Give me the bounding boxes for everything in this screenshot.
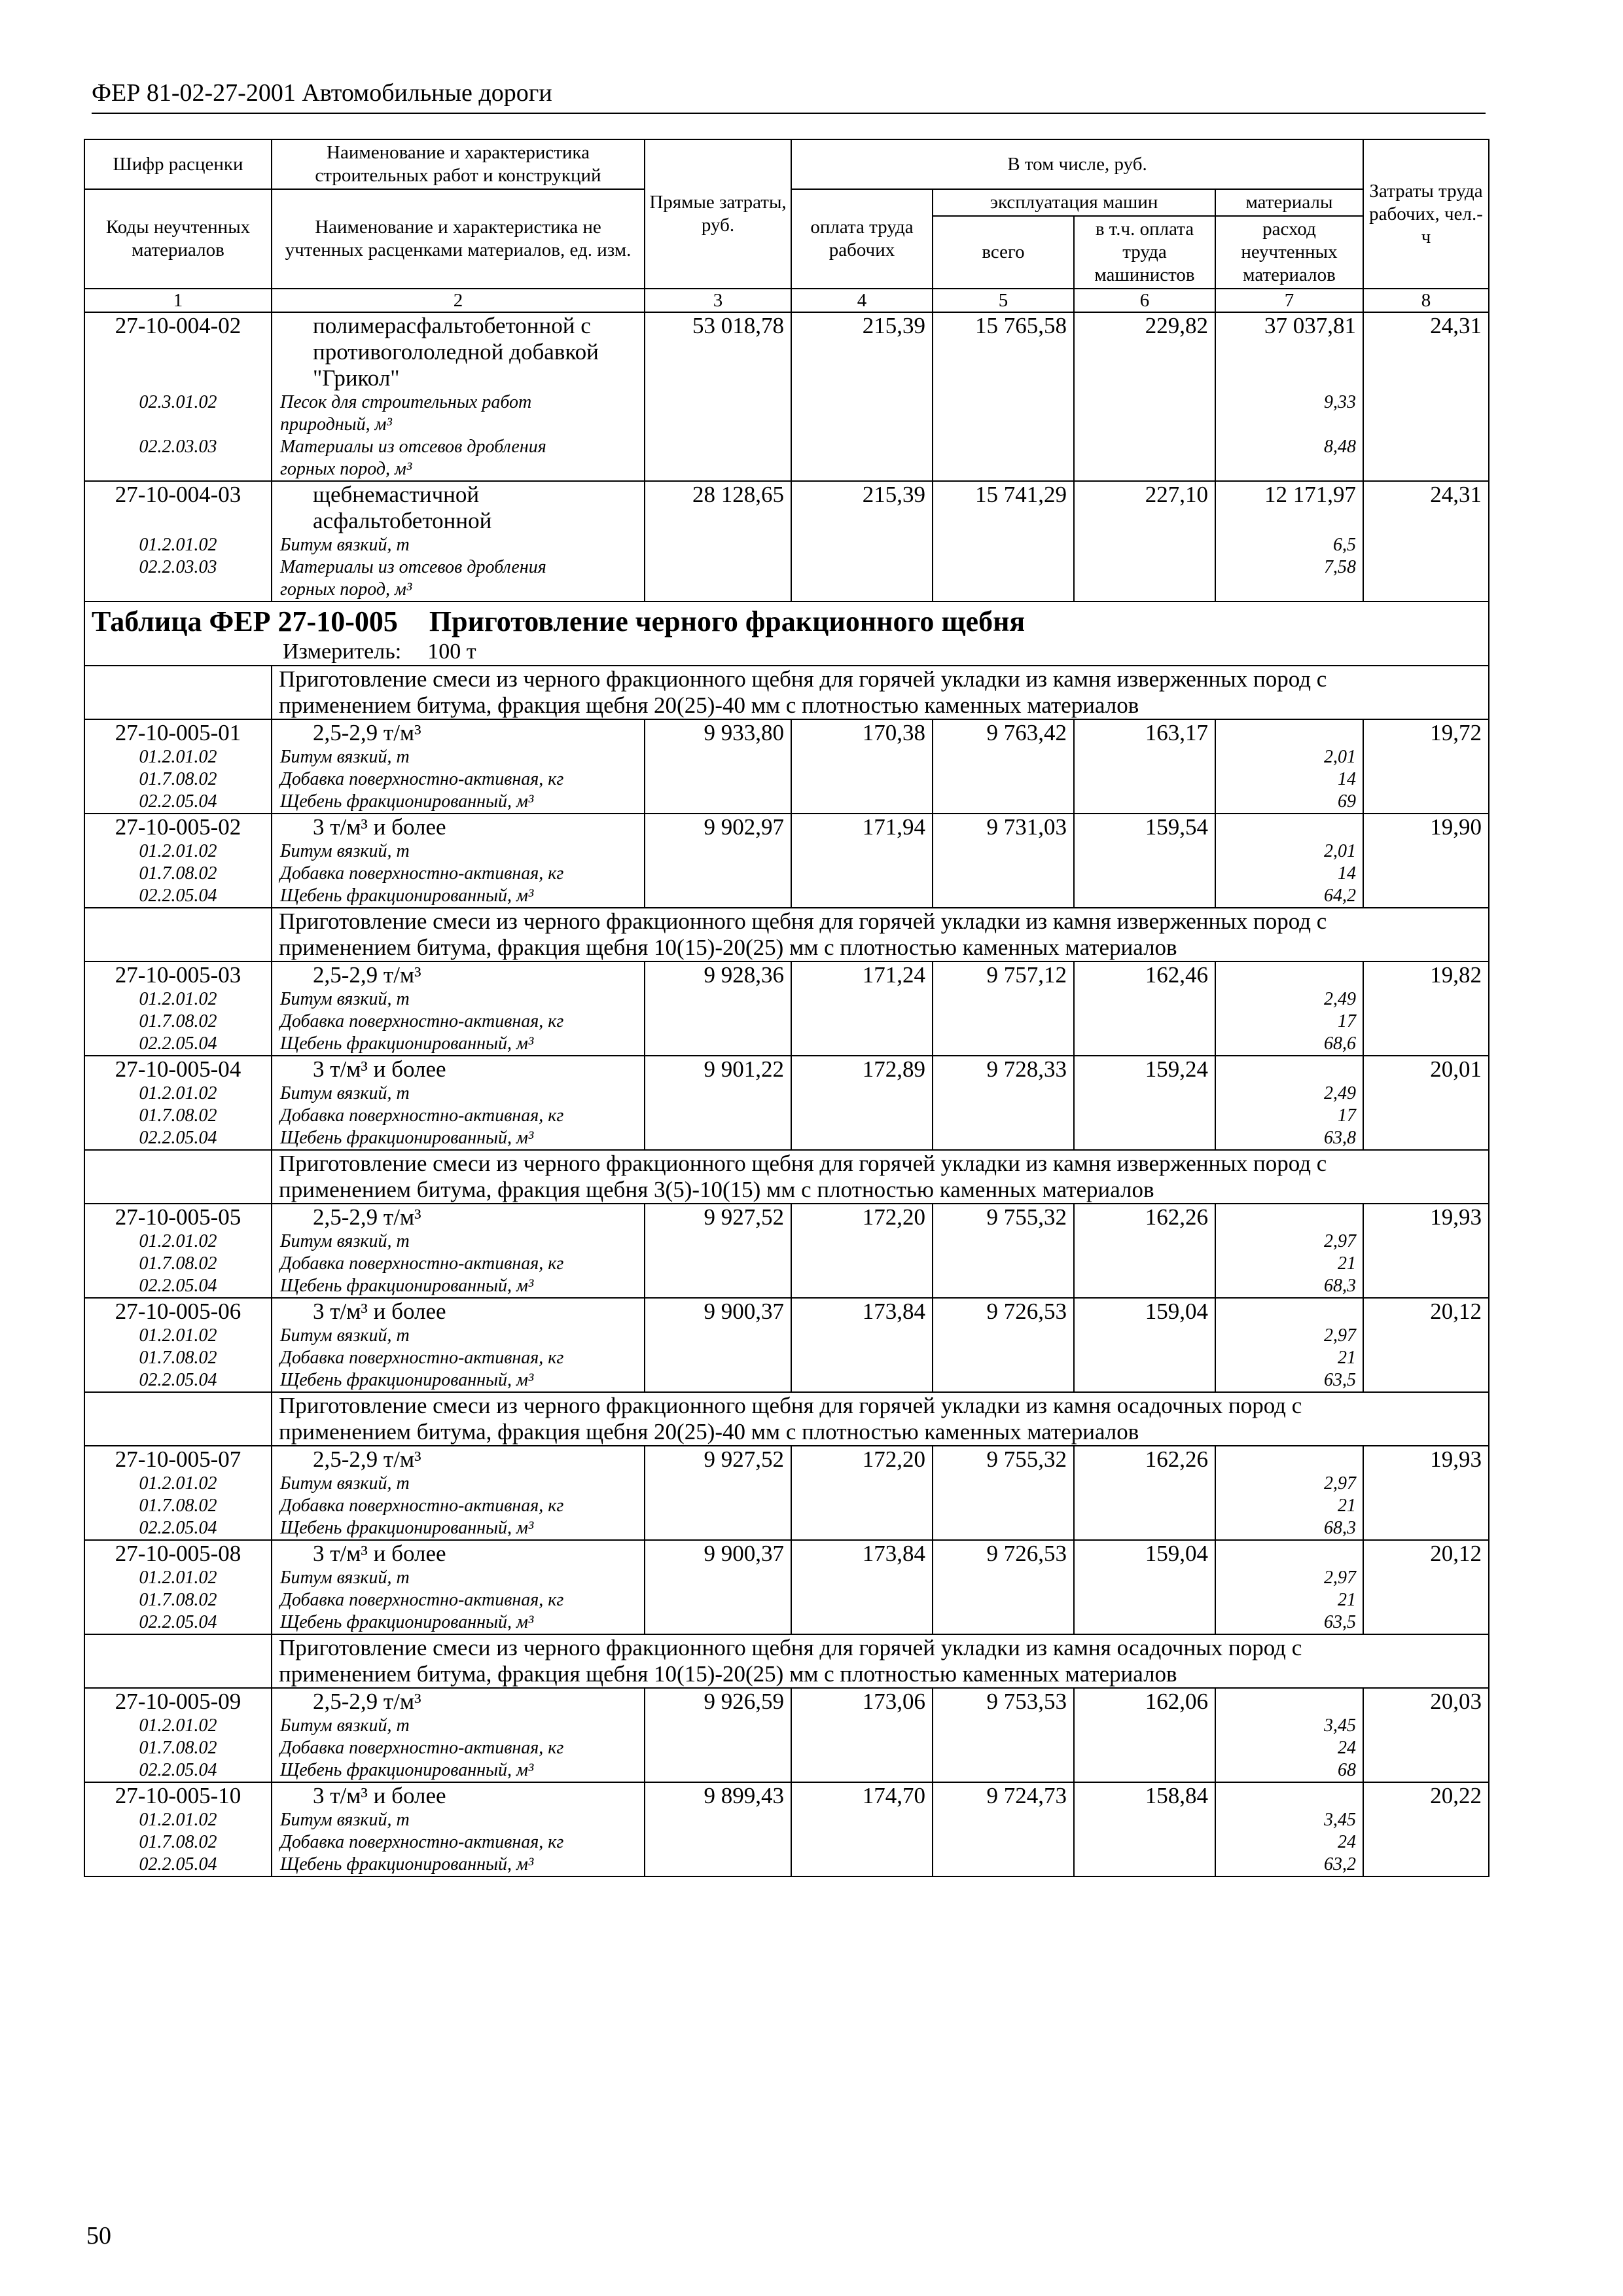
rate-code: 27-10-005-07 bbox=[84, 1446, 272, 1473]
material-row bbox=[84, 1230, 1489, 1253]
rate-name: 3 т/м³ и более bbox=[272, 1540, 645, 1567]
machines-total: 9 731,03 bbox=[933, 814, 1074, 840]
material-qty: 2,97 bbox=[1215, 1473, 1363, 1495]
material-qty: 9,33 bbox=[1215, 391, 1363, 436]
material-name: Битум вязкий, т bbox=[272, 746, 645, 768]
material-qty: 21 bbox=[1215, 1347, 1363, 1369]
material-qty: 68,3 bbox=[1215, 1517, 1363, 1540]
sections-body bbox=[84, 666, 1489, 1876]
machinist-pay: 162,26 bbox=[1074, 1204, 1215, 1230]
material-qty: 7,58 bbox=[1215, 556, 1363, 601]
section-text-line: Приготовление смеси из черного фракционного щебня для горячей укладки из камня осадочных пород с bbox=[279, 1635, 1302, 1660]
material-code: 02.2.05.04 bbox=[84, 1611, 272, 1634]
material-qty: 2,49 bbox=[1215, 1083, 1363, 1105]
page-header-title: ФЕР 81-02-27-2001 Автомобильные дороги bbox=[92, 79, 552, 107]
section-text bbox=[272, 1634, 1489, 1688]
section-text-line: Приготовление смеси из черного фракционного щебня для горячей укладки из камня изверженных пород с bbox=[279, 1151, 1327, 1176]
material-qty: 2,97 bbox=[1215, 1325, 1363, 1347]
page-header bbox=[92, 77, 1486, 114]
material-code: 01.2.01.02 bbox=[84, 534, 272, 556]
rate-name: 2,5-2,9 т/м³ bbox=[272, 1446, 645, 1473]
direct-costs: 9 900,37 bbox=[645, 1540, 791, 1567]
direct-costs: 9 928,36 bbox=[645, 961, 791, 988]
rate-row bbox=[84, 1204, 1489, 1230]
col-num-7: 7 bbox=[1215, 289, 1363, 312]
labor-pay: 170,38 bbox=[791, 719, 933, 746]
rate-code: 27-10-005-02 bbox=[84, 814, 272, 840]
rate-row bbox=[84, 719, 1489, 746]
machines-total: 9 728,33 bbox=[933, 1056, 1074, 1083]
machines-total: 9 753,53 bbox=[933, 1688, 1074, 1715]
rate-code: 27-10-005-10 bbox=[84, 1782, 272, 1809]
head-material-consumption: расход неучтенных материалов bbox=[1215, 216, 1363, 289]
material-name: Щебень фракционированный, м³ bbox=[272, 1033, 645, 1056]
section-header bbox=[84, 666, 1489, 719]
labor-hours: 20,01 bbox=[1363, 1056, 1489, 1083]
col-num-6: 6 bbox=[1074, 289, 1215, 312]
labor-pay: 171,94 bbox=[791, 814, 933, 840]
material-name: Добавка поверхностно-активная, кг bbox=[272, 1589, 645, 1611]
col-num-5: 5 bbox=[933, 289, 1074, 312]
machinist-pay: 162,26 bbox=[1074, 1446, 1215, 1473]
material-code: 02.2.05.04 bbox=[84, 1854, 272, 1876]
labor-hours: 20,03 bbox=[1363, 1688, 1489, 1715]
col-num-8: 8 bbox=[1363, 289, 1489, 312]
material-row bbox=[84, 1517, 1489, 1540]
labor-pay: 172,20 bbox=[791, 1446, 933, 1473]
material-qty: 69 bbox=[1215, 791, 1363, 814]
rate-name: 2,5-2,9 т/м³ bbox=[272, 961, 645, 988]
section-text bbox=[272, 1392, 1489, 1446]
rate-code: 27-10-005-04 bbox=[84, 1056, 272, 1083]
section-header bbox=[84, 1392, 1489, 1446]
machines-total: 9 755,32 bbox=[933, 1446, 1074, 1473]
material-row bbox=[84, 1854, 1489, 1876]
material-code: 01.2.01.02 bbox=[84, 988, 272, 1011]
rate-code: 27-10-004-03 bbox=[84, 481, 272, 534]
material-code: 01.2.01.02 bbox=[84, 1567, 272, 1589]
head-labor-pay: оплата труда рабочих bbox=[791, 189, 933, 289]
material-qty: 2,49 bbox=[1215, 988, 1363, 1011]
material-code: 02.3.01.02 bbox=[84, 391, 272, 436]
material-row bbox=[84, 1737, 1489, 1759]
labor-pay: 172,89 bbox=[791, 1056, 933, 1083]
material-row bbox=[84, 1589, 1489, 1611]
material-row bbox=[84, 988, 1489, 1011]
machines-total: 9 757,12 bbox=[933, 961, 1074, 988]
material-qty: 2,97 bbox=[1215, 1230, 1363, 1253]
material-name: Битум вязкий, т bbox=[272, 534, 645, 556]
material-code: 01.2.01.02 bbox=[84, 1715, 272, 1737]
material-name: Щебень фракционированный, м³ bbox=[272, 1759, 645, 1782]
material-name: Добавка поверхностно-активная, кг bbox=[272, 1831, 645, 1854]
material-code: 01.7.08.02 bbox=[84, 1737, 272, 1759]
material-qty: 21 bbox=[1215, 1495, 1363, 1517]
material-code: 01.7.08.02 bbox=[84, 1347, 272, 1369]
head-material-codes: Коды неучтенных материалов bbox=[84, 189, 272, 289]
machinist-pay: 159,24 bbox=[1074, 1056, 1215, 1083]
material-row bbox=[84, 1275, 1489, 1298]
material-qty: 63,8 bbox=[1215, 1127, 1363, 1150]
labor-pay: 173,84 bbox=[791, 1540, 933, 1567]
material-row bbox=[84, 1369, 1489, 1392]
material-name: Щебень фракционированный, м³ bbox=[272, 791, 645, 814]
rate-name: 2,5-2,9 т/м³ bbox=[272, 719, 645, 746]
material-code: 01.7.08.02 bbox=[84, 1105, 272, 1127]
machines-total: 9 726,53 bbox=[933, 1298, 1074, 1325]
head-rate-code: Шифр расценки bbox=[84, 139, 272, 189]
material-row bbox=[84, 768, 1489, 791]
material-qty: 3,45 bbox=[1215, 1715, 1363, 1737]
material-row bbox=[84, 1325, 1489, 1347]
material-name: Битум вязкий, т bbox=[272, 1809, 645, 1831]
rate-code: 27-10-005-06 bbox=[84, 1298, 272, 1325]
material-row bbox=[84, 1473, 1489, 1495]
material-row bbox=[84, 1567, 1489, 1589]
material-name: Добавка поверхностно-активная, кг bbox=[272, 863, 645, 885]
direct-costs: 9 926,59 bbox=[645, 1688, 791, 1715]
material-code: 02.2.05.04 bbox=[84, 1517, 272, 1540]
labor-hours: 24,31 bbox=[1363, 481, 1489, 534]
rate-group bbox=[84, 481, 1489, 601]
machinist-pay: 158,84 bbox=[1074, 1782, 1215, 1809]
materials-cost: 37 037,81 bbox=[1215, 312, 1363, 391]
material-row bbox=[84, 791, 1489, 814]
labor-hours: 19,93 bbox=[1363, 1204, 1489, 1230]
material-qty: 24 bbox=[1215, 1737, 1363, 1759]
measure-unit-label: Измеритель: bbox=[283, 639, 402, 664]
col-num-3: 3 bbox=[645, 289, 791, 312]
material-row bbox=[84, 1011, 1489, 1033]
labor-hours: 19,72 bbox=[1363, 719, 1489, 746]
rate-row bbox=[84, 1056, 1489, 1083]
material-name: Щебень фракционированный, м³ bbox=[272, 1369, 645, 1392]
material-row bbox=[84, 1105, 1489, 1127]
material-code: 01.7.08.02 bbox=[84, 1011, 272, 1033]
material-qty: 17 bbox=[1215, 1011, 1363, 1033]
material-code: 01.7.08.02 bbox=[84, 768, 272, 791]
measure-unit bbox=[92, 639, 1482, 665]
labor-hours: 20,12 bbox=[1363, 1298, 1489, 1325]
table-title bbox=[92, 605, 1482, 639]
section-text bbox=[272, 908, 1489, 961]
section-header bbox=[84, 1634, 1489, 1688]
machines-total: 9 755,32 bbox=[933, 1204, 1074, 1230]
labor-pay: 215,39 bbox=[791, 481, 933, 534]
material-row bbox=[84, 863, 1489, 885]
material-code: 01.2.01.02 bbox=[84, 1230, 272, 1253]
labor-hours: 19,82 bbox=[1363, 961, 1489, 988]
material-qty: 63,5 bbox=[1215, 1611, 1363, 1634]
machines-total: 9 724,73 bbox=[933, 1782, 1074, 1809]
measure-unit-value: 100 т bbox=[427, 639, 476, 664]
rate-row bbox=[84, 1446, 1489, 1473]
table-title-block bbox=[84, 601, 1489, 666]
material-code: 02.2.03.03 bbox=[84, 436, 272, 481]
rate-name: щебнемастичной асфальтобетонной bbox=[272, 481, 645, 534]
direct-costs: 9 900,37 bbox=[645, 1298, 791, 1325]
direct-costs: 9 901,22 bbox=[645, 1056, 791, 1083]
rates-table bbox=[84, 139, 1489, 1877]
material-code: 01.7.08.02 bbox=[84, 1589, 272, 1611]
material-qty: 17 bbox=[1215, 1105, 1363, 1127]
head-machines-total: всего bbox=[933, 216, 1074, 289]
rate-name: полимерасфальтобетонной с противогололедной добавкой "Грикол" bbox=[272, 312, 645, 391]
material-name: Битум вязкий, т bbox=[272, 1325, 645, 1347]
direct-costs: 9 933,80 bbox=[645, 719, 791, 746]
section-text-line: применением битума, фракция щебня 20(25)-40 мм с плотностью каменных материалов bbox=[279, 1419, 1139, 1444]
material-code: 01.7.08.02 bbox=[84, 1495, 272, 1517]
machinist-pay: 159,04 bbox=[1074, 1298, 1215, 1325]
section-text-line: Приготовление смеси из черного фракционного щебня для горячей укладки из камня изверженных пород с bbox=[279, 666, 1327, 692]
head-direct-costs: Прямые затраты, руб. bbox=[645, 139, 791, 289]
rate-name: 2,5-2,9 т/м³ bbox=[272, 1204, 645, 1230]
material-qty: 2,97 bbox=[1215, 1567, 1363, 1589]
material-qty: 14 bbox=[1215, 768, 1363, 791]
head-materials: материалы bbox=[1215, 189, 1363, 216]
rate-code: 27-10-004-02 bbox=[84, 312, 272, 391]
material-code: 02.2.05.04 bbox=[84, 1033, 272, 1056]
material-qty: 21 bbox=[1215, 1253, 1363, 1275]
material-row bbox=[84, 1831, 1489, 1854]
section-text-line: Приготовление смеси из черного фракционного щебня для горячей укладки из камня осадочных пород с bbox=[279, 1393, 1302, 1418]
labor-pay: 215,39 bbox=[791, 312, 933, 391]
head-work-name: Наименование и характеристика строительных работ и конструкций bbox=[272, 139, 645, 189]
machinist-pay: 159,54 bbox=[1074, 814, 1215, 840]
section-text-line: применением битума, фракция щебня 10(15)-20(25) мм с плотностью каменных материалов bbox=[279, 935, 1177, 960]
direct-costs: 9 927,52 bbox=[645, 1204, 791, 1230]
direct-costs: 9 902,97 bbox=[645, 814, 791, 840]
material-code: 01.2.01.02 bbox=[84, 1473, 272, 1495]
material-qty: 2,01 bbox=[1215, 840, 1363, 863]
material-name: Добавка поверхностно-активная, кг bbox=[272, 1347, 645, 1369]
rate-group bbox=[84, 312, 1489, 481]
rate-code: 27-10-005-08 bbox=[84, 1540, 272, 1567]
section-text-line: применением битума, фракция щебня 10(15)-20(25) мм с плотностью каменных материалов bbox=[279, 1661, 1177, 1687]
material-name: Битум вязкий, т bbox=[272, 840, 645, 863]
machines-total: 15 741,29 bbox=[933, 481, 1074, 534]
labor-hours: 20,22 bbox=[1363, 1782, 1489, 1809]
rate-name: 3 т/м³ и более bbox=[272, 1056, 645, 1083]
rate-row bbox=[84, 961, 1489, 988]
material-name: Песок для строительных работ природный, м³ bbox=[272, 391, 645, 436]
material-qty: 68 bbox=[1215, 1759, 1363, 1782]
material-name: Битум вязкий, т bbox=[272, 1715, 645, 1737]
labor-pay: 171,24 bbox=[791, 961, 933, 988]
material-name: Битум вязкий, т bbox=[272, 1567, 645, 1589]
material-qty: 6,5 bbox=[1215, 534, 1363, 556]
machines-total: 15 765,58 bbox=[933, 312, 1074, 391]
machinist-pay: 229,82 bbox=[1074, 312, 1215, 391]
head-including: В том числе, руб. bbox=[791, 139, 1363, 189]
labor-pay: 173,06 bbox=[791, 1688, 933, 1715]
material-name: Битум вязкий, т bbox=[272, 1083, 645, 1105]
rate-row bbox=[84, 1540, 1489, 1567]
head-machines: эксплуатация машин bbox=[933, 189, 1215, 216]
material-row bbox=[84, 885, 1489, 908]
material-name: Битум вязкий, т bbox=[272, 1473, 645, 1495]
labor-hours: 19,93 bbox=[1363, 1446, 1489, 1473]
material-qty: 21 bbox=[1215, 1589, 1363, 1611]
labor-pay: 174,70 bbox=[791, 1782, 933, 1809]
rate-name: 3 т/м³ и более bbox=[272, 814, 645, 840]
section-text-line: применением битума, фракция щебня 3(5)-10(15) мм с плотностью каменных материалов bbox=[279, 1177, 1154, 1202]
machinist-pay: 162,06 bbox=[1074, 1688, 1215, 1715]
direct-costs: 28 128,65 bbox=[645, 481, 791, 534]
material-qty: 24 bbox=[1215, 1831, 1363, 1854]
material-row bbox=[84, 840, 1489, 863]
direct-costs: 53 018,78 bbox=[645, 312, 791, 391]
material-name: Добавка поверхностно-активная, кг bbox=[272, 1011, 645, 1033]
labor-hours: 24,31 bbox=[1363, 312, 1489, 391]
rate-code: 27-10-005-05 bbox=[84, 1204, 272, 1230]
material-row bbox=[84, 1083, 1489, 1105]
labor-pay: 172,20 bbox=[791, 1204, 933, 1230]
material-row bbox=[84, 1809, 1489, 1831]
rate-row bbox=[84, 1298, 1489, 1325]
material-code: 01.7.08.02 bbox=[84, 1253, 272, 1275]
machinist-pay: 159,04 bbox=[1074, 1540, 1215, 1567]
machines-total: 9 763,42 bbox=[933, 719, 1074, 746]
material-name: Битум вязкий, т bbox=[272, 1230, 645, 1253]
material-qty: 63,2 bbox=[1215, 1854, 1363, 1876]
material-name: Битум вязкий, т bbox=[272, 988, 645, 1011]
material-qty: 68,3 bbox=[1215, 1275, 1363, 1298]
section-text-line: применением битума, фракция щебня 20(25)-40 мм с плотностью каменных материалов bbox=[279, 692, 1139, 718]
material-code: 01.2.01.02 bbox=[84, 1809, 272, 1831]
material-name: Материалы из отсевов дробления горных пород, м³ bbox=[272, 556, 645, 601]
material-row bbox=[84, 1715, 1489, 1737]
material-name: Материалы из отсевов дробления горных пород, м³ bbox=[272, 436, 645, 481]
col-num-1: 1 bbox=[84, 289, 272, 312]
material-row bbox=[84, 1611, 1489, 1634]
rate-row bbox=[84, 1782, 1489, 1809]
rate-code: 27-10-005-09 bbox=[84, 1688, 272, 1715]
rate-code: 27-10-005-01 bbox=[84, 719, 272, 746]
material-name: Добавка поверхностно-активная, кг bbox=[272, 1253, 645, 1275]
section-header bbox=[84, 908, 1489, 961]
section-text bbox=[272, 1150, 1489, 1204]
material-name: Добавка поверхностно-активная, кг bbox=[272, 1495, 645, 1517]
material-name: Добавка поверхностно-активная, кг bbox=[272, 1105, 645, 1127]
col-num-2: 2 bbox=[272, 289, 645, 312]
section-text bbox=[272, 666, 1489, 719]
labor-pay: 173,84 bbox=[791, 1298, 933, 1325]
material-qty: 2,01 bbox=[1215, 746, 1363, 768]
material-code: 01.2.01.02 bbox=[84, 1325, 272, 1347]
materials-cost: 12 171,97 bbox=[1215, 481, 1363, 534]
material-code: 02.2.05.04 bbox=[84, 791, 272, 814]
rate-row bbox=[84, 1688, 1489, 1715]
head-labor-hours: Затраты труда рабочих, чел.-ч bbox=[1363, 139, 1489, 289]
material-name: Добавка поверхностно-активная, кг bbox=[272, 1737, 645, 1759]
material-code: 02.2.05.04 bbox=[84, 1369, 272, 1392]
material-name: Щебень фракционированный, м³ bbox=[272, 1517, 645, 1540]
material-name: Щебень фракционированный, м³ bbox=[272, 885, 645, 908]
machinist-pay: 163,17 bbox=[1074, 719, 1215, 746]
material-code: 02.2.05.04 bbox=[84, 1759, 272, 1782]
material-code: 01.7.08.02 bbox=[84, 1831, 272, 1854]
material-code: 01.2.01.02 bbox=[84, 746, 272, 768]
material-code: 02.2.03.03 bbox=[84, 556, 272, 601]
labor-hours: 20,12 bbox=[1363, 1540, 1489, 1567]
machines-total: 9 726,53 bbox=[933, 1540, 1074, 1567]
material-qty: 8,48 bbox=[1215, 436, 1363, 481]
col-num-4: 4 bbox=[791, 289, 933, 312]
rate-name: 3 т/м³ и более bbox=[272, 1298, 645, 1325]
material-row bbox=[84, 1759, 1489, 1782]
material-row bbox=[84, 1033, 1489, 1056]
machinist-pay: 227,10 bbox=[1074, 481, 1215, 534]
page-number: 50 bbox=[86, 2222, 111, 2250]
material-name: Щебень фракционированный, м³ bbox=[272, 1275, 645, 1298]
material-row bbox=[84, 1347, 1489, 1369]
direct-costs: 9 899,43 bbox=[645, 1782, 791, 1809]
head-material-names: Наименование и характеристика не учтенных расценками материалов, ед. изм. bbox=[272, 189, 645, 289]
section-text-line: Приготовление смеси из черного фракционного щебня для горячей укладки из камня изверженных пород с bbox=[279, 908, 1327, 934]
table-title-label: Таблица ФЕР 27-10-005 bbox=[92, 605, 398, 637]
rate-name: 3 т/м³ и более bbox=[272, 1782, 645, 1809]
material-code: 01.2.01.02 bbox=[84, 840, 272, 863]
material-code: 01.7.08.02 bbox=[84, 863, 272, 885]
material-name: Щебень фракционированный, м³ bbox=[272, 1854, 645, 1876]
material-code: 02.2.05.04 bbox=[84, 1127, 272, 1150]
machinist-pay: 162,46 bbox=[1074, 961, 1215, 988]
material-qty: 14 bbox=[1215, 863, 1363, 885]
material-name: Щебень фракционированный, м³ bbox=[272, 1611, 645, 1634]
table-title-name: Приготовление черного фракционного щебня bbox=[429, 605, 1026, 637]
material-name: Добавка поверхностно-активная, кг bbox=[272, 768, 645, 791]
material-qty: 63,5 bbox=[1215, 1369, 1363, 1392]
direct-costs: 9 927,52 bbox=[645, 1446, 791, 1473]
material-row bbox=[84, 1127, 1489, 1150]
material-qty: 68,6 bbox=[1215, 1033, 1363, 1056]
material-row bbox=[84, 1495, 1489, 1517]
material-code: 02.2.05.04 bbox=[84, 1275, 272, 1298]
material-qty: 64,2 bbox=[1215, 885, 1363, 908]
section-header bbox=[84, 1150, 1489, 1204]
material-code: 01.2.01.02 bbox=[84, 1083, 272, 1105]
rate-row bbox=[84, 814, 1489, 840]
head-machinist-pay: в т.ч. оплата труда машинистов bbox=[1074, 216, 1215, 289]
material-name: Щебень фракционированный, м³ bbox=[272, 1127, 645, 1150]
rate-code: 27-10-005-03 bbox=[84, 961, 272, 988]
labor-hours: 19,90 bbox=[1363, 814, 1489, 840]
material-row bbox=[84, 746, 1489, 768]
material-qty: 3,45 bbox=[1215, 1809, 1363, 1831]
material-code: 02.2.05.04 bbox=[84, 885, 272, 908]
rate-name: 2,5-2,9 т/м³ bbox=[272, 1688, 645, 1715]
material-row bbox=[84, 1253, 1489, 1275]
